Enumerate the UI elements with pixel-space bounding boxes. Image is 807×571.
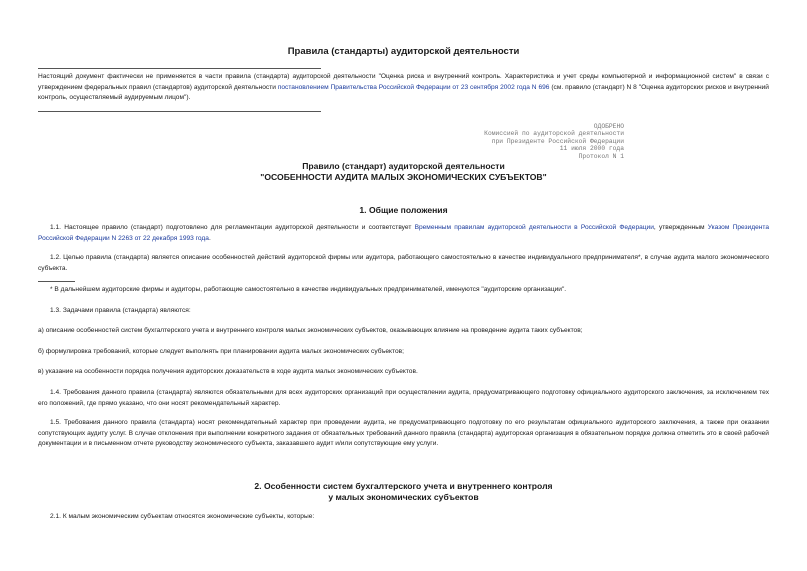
p-1-1-text-1: 1.1. Настоящее правило (стандарт) подготовлено для регламентации аудиторской деятельности и соответствует [50,224,415,231]
section-heading-2-line-1: 2. Особенности систем бухгалтерского учета и внутреннего контроля [254,481,553,491]
approval-line: при Президенте Российской Федерации [491,137,624,145]
notice-link-decree[interactable]: постановлением Правительства Российской Федерации от 23 сентября 2002 года N 696 [277,83,550,91]
paragraph-1-5 [38,418,769,450]
paragraph-1-1 [38,223,769,244]
p-1-2-text: 1.2. Целью правила (стандарта) является описание особенностей действий аудиторской фирмы или аудитора, работающего самостоятельно в качестве индивидуального предпринимателя*, в случае аудита малого экономического субъекта. [38,254,769,272]
section-heading-2-line-2: у малых экономических субъектов [328,492,479,502]
rule-title-line-2: "ОСОБЕННОСТИ АУДИТА МАЛЫХ ЭКОНОМИЧЕСКИХ СУБЪЕКТОВ" [260,172,547,182]
p-1-1-text-3: . [208,234,211,242]
footnote-text: * В дальнейшем аудиторские фирмы и аудиторы, работающие самостоятельно в качестве индивидуальных предпринимателей, именуются "аудиторские организации". [50,286,567,293]
paragraph-a [38,326,769,337]
p-a-text: а) описание особенностей систем бухгалтерского учета и внутреннего контроля малых экономических субъектов, оказывающих влияние на проведение аудита таких субъектов; [38,327,583,334]
footnote-rule [38,281,75,282]
link-presidential-decree[interactable]: Указом Президента Российской Федерации N 2263 от 22 декабря 1993 года [38,224,769,242]
paragraph-1-2 [38,253,769,274]
notice-top-rule [38,68,321,69]
notice-text-1: Настоящий документ фактически не применяется в части правила (стандарта) аудиторской деятельности "Оценка риска и внутренний контроль. Характеристика и учет среды компьютерной и информационной систем" в связи с утверждением федеральных правил (стандартов) аудиторской деятельности [38,73,769,91]
approval-line: Комиссией по аудиторской деятельности [484,130,624,138]
approval-stamp [484,123,624,160]
document-title: Правила (стандарты) аудиторской деятельности [287,46,520,57]
p-b-text: б) формулировка требований, которые следует выполнять при планировании аудита малых экономических субъектов; [38,348,404,355]
p-1-4-text: 1.4. Требования данного правила (стандарта) являются обязательными для всех аудиторских организаций при осуществлении аудита, предусматривающего подготовку официального аудиторского заключения, за исключением тех его положений, где прямо указано, что они носят рекомендательный характер. [38,389,769,407]
notice-text-2: (см. правило (стандарт) N 8 "Оценка аудиторских рисков и внутренний контроль, осуществляемый аудируемым лицом"). [38,83,769,101]
rule-title-line-1: Правило (стандарт) аудиторской деятельности [302,161,505,171]
link-temporary-rules[interactable]: Временным правилам аудиторской деятельности в Российской Федерации [414,224,654,231]
paragraph-2-1 [38,512,769,523]
notice-bottom-rule [38,111,321,112]
p-1-3-text: 1.3. Задачами правила (стандарта) являются: [50,307,191,314]
footnote [38,285,769,296]
section-heading-1: 1. Общие положения [359,205,448,215]
p-1-1-text-2: , утвержденным [653,224,708,231]
applicability-notice [38,72,769,104]
paragraph-1-3 [38,306,769,317]
paragraph-b [38,347,769,358]
p-1-5-text: 1.5. Требования данного правила (стандарта) носят рекомендательный характер при проведении аудита, не предусматривающего подготовку по его результатам официального аудиторского заключения, а также при оказании сопутствующих аудиту услуг. В случае отклонения при выполнении конкретного задания от обязательных требований данного правила (стандарта) аудиторская организация в обязательном порядке должна отметить это в своей рабочей документации и в письменном отчете руководству экономического субъекта, заказавшего аудит и/или сопутствующие ему услуги. [38,419,769,447]
approval-line: Протокол N 1 [578,152,624,160]
p-c-text: в) указание на особенности порядка получения аудиторских доказательств в ходе аудита малых экономических субъектов. [38,368,418,375]
approval-line: 11 июля 2000 года [559,145,624,153]
p-2-1-text: 2.1. К малым экономическим субъектам относятся экономические субъекты, которые: [50,513,315,520]
paragraph-1-4 [38,388,769,409]
approval-line: ОДОБРЕНО [593,123,624,130]
paragraph-c [38,367,769,378]
